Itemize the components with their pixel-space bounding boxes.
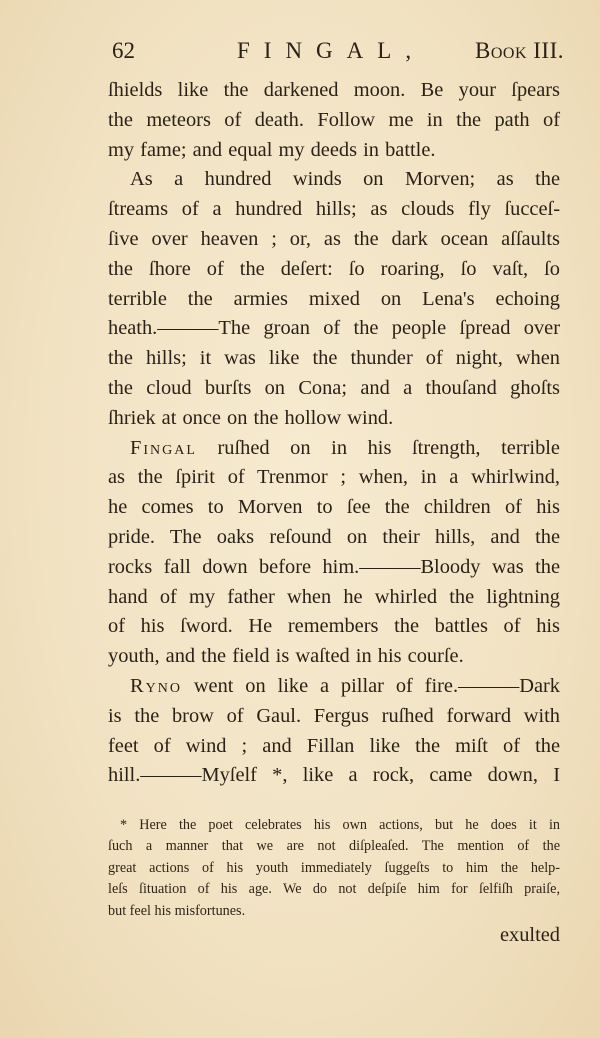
text-line: of his ſword. He remembers the battles of his [108,615,560,638]
footnote-line: but feel his misfortunes. [108,902,246,919]
footnote-line: great actions of his youth immediately ſuggeſts to him the help- [108,859,560,876]
text-line: my fame; and equal my deeds in battle. [108,138,436,161]
book-label: Book III. [475,38,564,63]
text-line: he comes to Morven to ſee the children of his [108,496,560,519]
text-line [108,672,560,702]
text-line: youth, and the field is waſted in his courſe. [108,645,464,668]
text-line: the ſhore of the deſert: ſo roaring, ſo vaſt, ſo [108,257,560,280]
text-line: the meteors of death. Follow me in the path of [108,108,560,131]
text-line: ſhields like the darkened moon. Be your ſpears [108,79,560,101]
text-line-rest: went on like a pillar of fire.———Dark [193,674,560,697]
name-fingal: Fingal [130,436,197,459]
page-header [112,38,564,68]
text-line: is the brow of Gaul. Fergus ruſhed forward with [108,704,560,727]
text-line: the hills; it was like the thunder of night, when [108,347,560,370]
text-line: feet of wind ; and Fillan like the miſt of the [108,734,560,757]
catchword: exulted [499,924,560,946]
text-line: pride. The oaks reſound on their hills, and the [108,525,560,548]
text-line: hill.———Myſelf *, like a rock, came down, I [108,764,560,787]
page-number: 62 [112,38,135,63]
footnote-line: ſuch a manner that we are not diſpleaſed. The mention of the [108,838,560,855]
text-line: hand of my father when he whirled the lightning [108,585,560,608]
text-line: heath.———The groan of the people ſpread over [108,317,560,340]
text-line: as the ſpirit of Trenmor ; when, in a whirlwind, [108,466,560,489]
text-line: ſhriek at once on the hollow wind. [108,406,394,429]
text-line: ſive over heaven ; or, as the dark ocean aſſaults [108,227,560,250]
text-line: As a hundred winds on Morven; as the [130,168,560,191]
text-line: terrible the armies mixed on Lena's echoing [108,287,560,310]
text-line [108,434,560,464]
text-line-rest: ruſhed on in his ſtrength, terrible [217,436,560,459]
text-line: rocks fall down before him.———Bloody was the [108,555,560,578]
footnote-line: leſs ſituation of his age. We do not deſpiſe him for ſelfiſh praiſe, [108,881,560,898]
text-line: ſtreams of a hundred hills; as clouds fly ſucceſ- [108,198,560,221]
running-title: FINGAL, [237,38,426,63]
name-ryno: Ryno [130,674,182,697]
footnote [108,815,560,922]
footnote-line: * Here the poet celebrates his own actions, but he does it in [120,817,560,833]
text-line: the cloud burſts on Cona; and a thouſand ghoſts [108,376,560,399]
body-text [108,76,560,791]
